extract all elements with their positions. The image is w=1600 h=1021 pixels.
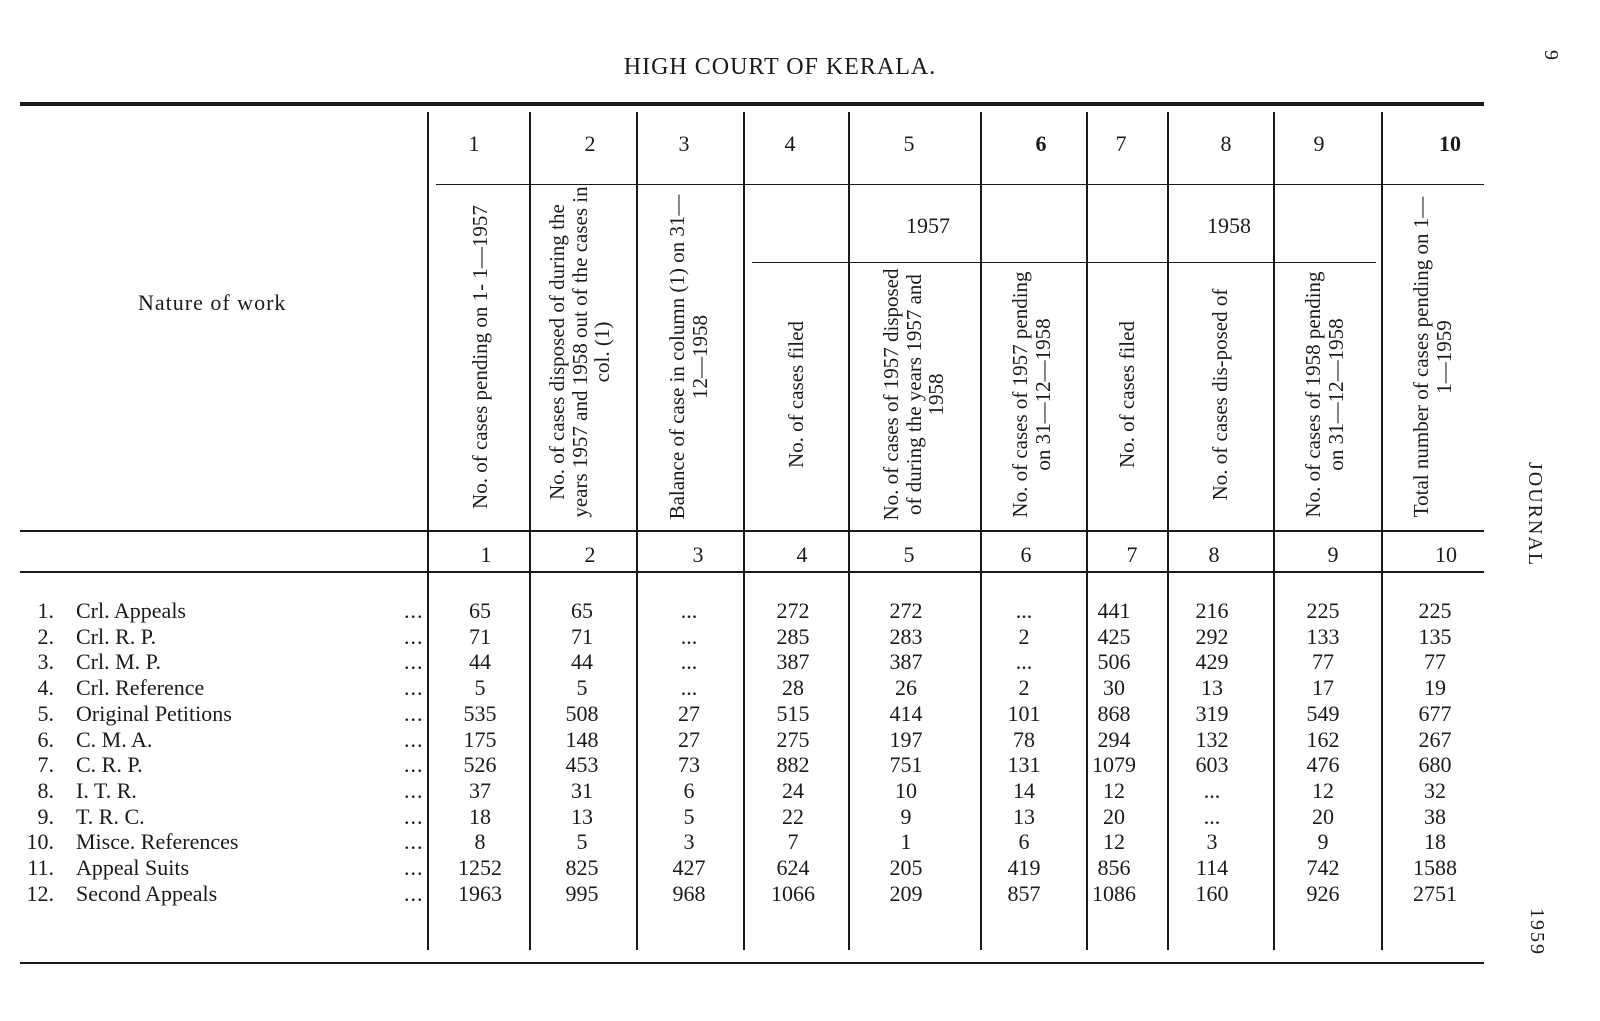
table-cell: 22 (782, 803, 804, 829)
column-number-bottom: 10 (1435, 542, 1457, 567)
table-cell: 5 (683, 803, 695, 829)
nature-of-work-header: Nature of work (138, 290, 287, 315)
table-cell: 742 (1306, 855, 1340, 880)
table-cell: 135 (1418, 623, 1452, 649)
table-cell: 549 (1306, 700, 1340, 726)
table-cell: 882 (776, 752, 810, 778)
table-cell: 5 (576, 829, 588, 855)
row-leader-dots: ... (404, 623, 424, 649)
table-cell: 9 (900, 803, 912, 829)
table-cell: ... (680, 675, 698, 701)
table-cell: 453 (565, 752, 599, 778)
row-number: 11. (27, 855, 54, 880)
row-number: 9. (37, 803, 54, 829)
table-row (0, 829, 1500, 855)
column-number-top: 2 (584, 131, 596, 156)
table-cell: 27 (678, 726, 700, 752)
table-cell: 6 (683, 777, 695, 803)
row-number: 6. (37, 726, 54, 752)
row-nature-of-work: Appeal Suits (76, 855, 190, 880)
column-number-top: 5 (903, 131, 915, 156)
table-cell: 429 (1195, 649, 1229, 675)
row-leader-dots: ... (404, 880, 424, 906)
table-cell: 5 (576, 675, 588, 701)
body-top-rule (20, 571, 1484, 573)
table-cell: 13 (1201, 675, 1223, 701)
table-cell: 18 (1424, 829, 1446, 855)
row-nature-of-work: C. M. A. (76, 726, 153, 752)
table-cell: 387 (889, 649, 923, 675)
table-cell: 680 (1418, 752, 1452, 778)
table-row (0, 855, 1500, 881)
table-cell: 225 (1306, 598, 1340, 623)
table-cell: 1588 (1413, 855, 1457, 880)
row-nature-of-work: C. R. P. (76, 752, 143, 778)
table-cell: 13 (1013, 803, 1035, 829)
table-cell: 294 (1097, 726, 1131, 752)
table-cell: 225 (1418, 598, 1452, 623)
table-cell: 8 (474, 829, 486, 855)
journal-year: 1959 (1526, 908, 1548, 956)
table-cell: 1086 (1092, 880, 1136, 906)
table-cell: 38 (1424, 803, 1446, 829)
row-nature-of-work: Crl. M. P. (76, 649, 161, 675)
table-cell: 197 (889, 726, 923, 752)
table-cell: 131 (1007, 752, 1041, 778)
row-leader-dots: ... (404, 700, 424, 726)
column-number-bottom: 9 (1327, 542, 1339, 567)
row-nature-of-work: T. R. C. (76, 803, 145, 829)
table-cell: ... (1015, 649, 1033, 675)
row-number: 7. (37, 752, 54, 778)
column-number-top: 1 (468, 131, 480, 156)
table-cell: 3 (683, 829, 695, 855)
table-row (0, 701, 1500, 727)
table-cell: 65 (571, 598, 593, 623)
year-1958-label: 1958 (1207, 213, 1251, 238)
table-cell: 28 (782, 675, 804, 701)
table-cell: 856 (1097, 855, 1131, 880)
table-cell: 2 (1018, 675, 1030, 701)
row-leader-dots: ... (404, 829, 424, 855)
table-cell: 20 (1312, 803, 1334, 829)
table-cell: 73 (678, 752, 700, 778)
table-cell: 677 (1418, 700, 1452, 726)
column-header-pending-1957: No. of cases pending on 1- 1—1957 (467, 205, 492, 509)
column-header-disposed-out-of-col1: No. of cases disposed of during the years 1957 and 1958 out of the cases in col. (1) (544, 186, 615, 518)
table-cell: 926 (1306, 880, 1340, 906)
column-number-top: 7 (1115, 131, 1127, 156)
table-cell: 506 (1097, 649, 1131, 675)
table-cell: 14 (1013, 777, 1035, 803)
row-nature-of-work: I. T. R. (76, 777, 137, 803)
row-leader-dots: ... (404, 598, 424, 623)
column-number-top: 6 (1035, 131, 1047, 156)
row-number: 10. (26, 829, 54, 855)
table-cell: ... (680, 598, 698, 623)
table-cell: 857 (1007, 880, 1041, 906)
table-cell: 133 (1306, 623, 1340, 649)
table-cell: 216 (1195, 598, 1229, 623)
column-number-bottom: 8 (1208, 542, 1220, 567)
table-cell: 20 (1103, 803, 1125, 829)
table-cell: 44 (469, 649, 491, 675)
column-header-filed-1957: No. of cases filed (783, 321, 808, 468)
column-header-disposed-1957: No. of cases of 1957 disposed of during the years 1957 and 1958 (878, 268, 949, 521)
table-cell: 32 (1424, 777, 1446, 803)
column-number-bottom: 5 (903, 542, 915, 567)
table-cell: 175 (463, 726, 497, 752)
table-cell: 968 (672, 880, 706, 906)
table-cell: 868 (1097, 700, 1131, 726)
column-number-top: 4 (784, 131, 796, 156)
table-cell: 114 (1195, 855, 1229, 880)
table-cell: 414 (889, 700, 923, 726)
table-row (0, 778, 1500, 804)
table-cell: 18 (469, 803, 491, 829)
table-row (0, 649, 1500, 675)
row-leader-dots: ... (404, 675, 424, 701)
table-cell: 319 (1195, 700, 1229, 726)
table-cell: 24 (782, 777, 804, 803)
column-number-top: 8 (1220, 131, 1232, 156)
header-bottom-rule (20, 530, 1484, 532)
table-cell: 5 (474, 675, 486, 701)
top-rule (20, 102, 1484, 106)
table-cell: 19 (1424, 675, 1446, 701)
row-leader-dots: ... (404, 726, 424, 752)
column-header-pending-1958: No. of cases of 1958 pending on 31—12—1958 (1301, 271, 1348, 518)
row-number: 1. (37, 598, 54, 623)
year-1957-label: 1957 (906, 213, 950, 238)
table-cell: 7 (787, 829, 799, 855)
table-cell: 526 (463, 752, 497, 778)
table-row (0, 598, 1500, 624)
row-nature-of-work: Crl. Appeals (76, 598, 186, 623)
row-leader-dots: ... (404, 752, 424, 778)
table-cell: 37 (469, 777, 491, 803)
table-cell: ... (1015, 598, 1033, 623)
journal-label: JOURNAL (1524, 462, 1546, 568)
table-cell: 44 (571, 649, 593, 675)
table-cell: 1963 (458, 880, 502, 906)
table-cell: 6 (1018, 829, 1030, 855)
table-cell: 30 (1103, 675, 1125, 701)
table-cell: 9 (1317, 829, 1329, 855)
row-nature-of-work: Second Appeals (76, 880, 218, 906)
column-number-bottom: 6 (1020, 542, 1032, 567)
table-cell: ... (680, 649, 698, 675)
row-leader-dots: ... (404, 777, 424, 803)
table-cell: 17 (1312, 675, 1334, 701)
table-cell: 419 (1007, 855, 1041, 880)
column-header-balance-col1: Balance of case in column (1) on 31—12—1958 (665, 194, 712, 520)
table-cell: 1079 (1092, 752, 1136, 778)
table-cell: 825 (565, 855, 599, 880)
table-cell: 995 (565, 880, 599, 906)
column-header-disposed-1958: No. of cases dis-posed of (1207, 288, 1232, 501)
row-leader-dots: ... (404, 649, 424, 675)
row-leader-dots: ... (404, 803, 424, 829)
table-cell: 387 (776, 649, 810, 675)
column-number-bottom: 7 (1126, 542, 1138, 567)
table-cell: 272 (889, 598, 923, 623)
table-cell: 65 (469, 598, 491, 623)
table-cell: 71 (571, 623, 593, 649)
table-row (0, 624, 1500, 650)
column-header-pending-1957-end: No. of cases of 1957 pending on 31—12—1958 (1008, 271, 1055, 518)
page-title: HIGH COURT OF KERALA. (623, 54, 937, 80)
table-cell: 275 (776, 726, 810, 752)
table-cell: 26 (895, 675, 917, 701)
table-cell: 2 (1018, 623, 1030, 649)
table-cell: 427 (672, 855, 706, 880)
table-cell: 2751 (1413, 880, 1457, 906)
table-cell: 751 (889, 752, 923, 778)
table-cell: ... (680, 623, 698, 649)
table-row (0, 881, 1500, 907)
column-number-bottom: 2 (584, 542, 596, 567)
table-cell: 283 (889, 623, 923, 649)
table-cell: ... (1203, 803, 1221, 829)
table-cell: 162 (1306, 726, 1340, 752)
column-header-total-pending-1959: Total number of cases pending on 1—1—1959 (1409, 196, 1456, 518)
row-number: 5. (37, 700, 54, 726)
table-cell: 476 (1306, 752, 1340, 778)
table-cell: 292 (1195, 623, 1229, 649)
table-cell: 160 (1195, 880, 1229, 906)
row-nature-of-work: Crl. R. P. (76, 623, 157, 649)
table-cell: 78 (1013, 726, 1035, 752)
table-cell: 10 (895, 777, 917, 803)
table-cell: 77 (1312, 649, 1334, 675)
row-leader-dots: ... (404, 855, 424, 880)
column-header-filed-1958: No. of cases filed (1114, 321, 1139, 468)
table-cell: 1066 (771, 880, 815, 906)
table-cell: 508 (565, 700, 599, 726)
table-cell: 209 (889, 880, 923, 906)
table-cell: 515 (776, 700, 810, 726)
bottom-rule (20, 962, 1484, 964)
table-cell: 1 (900, 829, 912, 855)
row-number: 4. (37, 675, 54, 701)
table-cell: 132 (1195, 726, 1229, 752)
row-number: 12. (26, 880, 54, 906)
table-row (0, 727, 1500, 753)
table-cell: 267 (1418, 726, 1452, 752)
table-cell: 148 (565, 726, 599, 752)
column-number-top: 3 (678, 131, 690, 156)
table-cell: 3 (1206, 829, 1218, 855)
row-number: 8. (37, 777, 54, 803)
table-row (0, 752, 1500, 778)
table-cell: 272 (776, 598, 810, 623)
column-number-bottom: 1 (480, 542, 492, 567)
table-row (0, 804, 1500, 830)
table-cell: 285 (776, 623, 810, 649)
table-row (0, 675, 1500, 701)
row-nature-of-work: Original Petitions (76, 700, 232, 726)
table-cell: 441 (1097, 598, 1131, 623)
row-nature-of-work: Crl. Reference (76, 675, 205, 701)
page-number: 9 (1540, 50, 1562, 62)
table-cell: 1252 (458, 855, 502, 880)
table-cell: 77 (1424, 649, 1446, 675)
table-cell: 12 (1312, 777, 1334, 803)
table-cell: 603 (1195, 752, 1229, 778)
table-cell: 71 (469, 623, 491, 649)
row-nature-of-work: Misce. References (76, 829, 239, 855)
column-number-bottom: 4 (796, 542, 808, 567)
row-number: 2. (37, 623, 54, 649)
table-cell: 13 (571, 803, 593, 829)
table-cell: 425 (1097, 623, 1131, 649)
table-cell: 12 (1103, 829, 1125, 855)
table-cell: 535 (463, 700, 497, 726)
row-number: 3. (37, 649, 54, 675)
column-number-top: 10 (1439, 131, 1461, 156)
column-number-bottom: 3 (692, 542, 704, 567)
year-rule (752, 262, 1376, 263)
table-cell: 12 (1103, 777, 1125, 803)
table-cell: 31 (571, 777, 593, 803)
table-cell: 27 (678, 700, 700, 726)
column-number-top: 9 (1313, 131, 1325, 156)
table-cell: 624 (776, 855, 810, 880)
table-cell: ... (1203, 777, 1221, 803)
table-cell: 205 (889, 855, 923, 880)
table-cell: 101 (1007, 700, 1041, 726)
